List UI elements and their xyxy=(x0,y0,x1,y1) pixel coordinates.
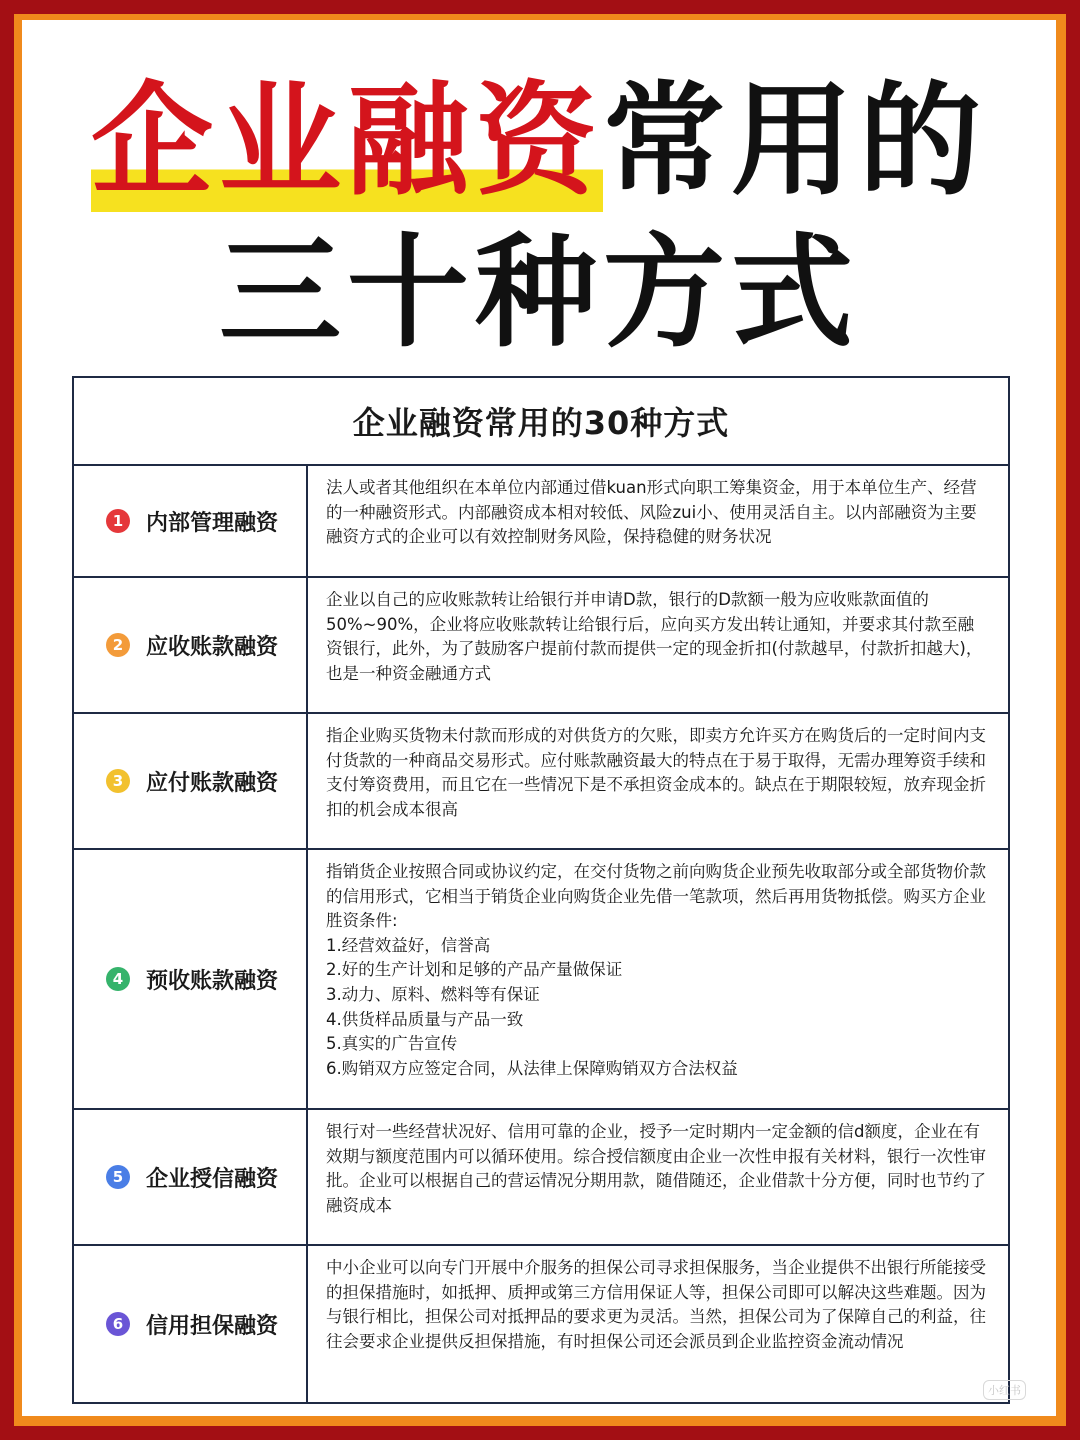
condition-item: 5.真实的广告宣传 xyxy=(326,1034,458,1054)
row-description-cell xyxy=(308,714,1008,848)
row-name-cell xyxy=(74,466,308,576)
title-line-1 xyxy=(22,66,1056,216)
row-description-cell xyxy=(308,1110,1008,1244)
number-badge-icon: 4 xyxy=(106,967,130,991)
row-name: 应付账款融资 xyxy=(146,770,279,796)
number-badge-icon: 6 xyxy=(106,1312,130,1336)
table-header: 企业融资常用的30种方式 xyxy=(74,378,1008,466)
row-description-cell xyxy=(308,1246,1008,1402)
title-suffix: 常用的 xyxy=(603,70,987,212)
title-line-2: 三十种方式 xyxy=(219,222,859,364)
row-name: 企业授信融资 xyxy=(146,1166,279,1192)
row-description: 指销货企业按照合同或协议约定，在交付货物之前向购货企业预先收取部分或全部货物价款的信用形式，它相当于销货企业向购货企业先借一笔款项，然后再用货物抵偿。购买方企业胜资条件: xyxy=(326,862,986,931)
number-badge-icon: 2 xyxy=(106,633,130,657)
row-name: 预收账款融资 xyxy=(146,968,279,994)
table-row xyxy=(74,466,1008,578)
condition-item: 6.购销双方应签定合同，从法律上保障购销双方合法权益 xyxy=(326,1058,738,1078)
row-name-cell xyxy=(74,578,308,712)
row-description: 企业以自己的应收账款转让给银行并申请D款，银行的D款额一般为应收账款面值的50%~90%，企业将应收账款转让给银行后，应向买方发出转让通知，并要求其付款至融资银行，此外，为了鼓励客户提前付款而提供一定的现金折扣(付款越早，付款折扣越大)，也是一种资金融通方式 xyxy=(326,590,983,683)
number-badge-icon: 1 xyxy=(106,509,130,533)
number-badge-icon: 5 xyxy=(106,1165,130,1189)
condition-item: 3.动力、原料、燃料等有保证 xyxy=(326,984,540,1004)
table-row xyxy=(74,578,1008,714)
row-name-cell xyxy=(74,1246,308,1402)
row-name-cell xyxy=(74,1110,308,1244)
page-sheet xyxy=(22,20,1056,1416)
title-highlight: 企业融资 xyxy=(91,70,603,212)
table-row xyxy=(74,714,1008,850)
row-name-cell xyxy=(74,714,308,848)
row-description: 指企业购买货物未付款而形成的对供货方的欠账，即卖方允许买方在购货后的一定时间内支付货款的一种商品交易形式。应付账款融资最大的特点在于易于取得，无需办理筹资手续和支付筹资费用，而且它在一些情况下是不承担资金成本的。缺点在于期限较短，放弃现金折扣的机会成本很高 xyxy=(326,726,986,819)
condition-item: 1.经营效益好，信誉高 xyxy=(326,935,491,955)
row-description: 中小企业可以向专门开展中介服务的担保公司寻求担保服务，当企业提供不出银行所能接受的担保措施时，如抵押、质押或第三方信用保证人等，担保公司即可以解决这些难题。因为与银行相比，担保公司对抵押品的要求更为灵活。当然，担保公司为了保障自己的利益，往往会要求企业提供反担保措施，有时担保公司还会派员到企业监控资金流动情况 xyxy=(326,1258,986,1351)
condition-item: 2.好的生产计划和足够的产品产量做保证 xyxy=(326,960,623,980)
row-description-cell xyxy=(308,578,1008,712)
row-description: 法人或者其他组织在本单位内部通过借kuan形式向职工筹集资金，用于本单位生产、经营的一种融资形式。内部融资成本相对较低、风险zui小、使用灵活自主。以内部融资为主要融资方式的企业可以有效控制财务风险，保持稳健的财务状况 xyxy=(326,478,977,547)
row-description-cell xyxy=(308,850,1008,1108)
table-row xyxy=(74,1110,1008,1246)
row-name: 应收账款融资 xyxy=(146,634,279,660)
number-badge-icon: 3 xyxy=(106,769,130,793)
financing-table xyxy=(72,376,1010,1404)
watermark: 小红书 xyxy=(983,1380,1026,1400)
table-row xyxy=(74,850,1008,1110)
row-name: 内部管理融资 xyxy=(146,510,279,536)
row-description-cell xyxy=(308,466,1008,576)
condition-item: 4.供货样品质量与产品一致 xyxy=(326,1009,524,1029)
row-name: 信用担保融资 xyxy=(146,1313,279,1339)
row-name-cell xyxy=(74,850,308,1108)
row-description: 银行对一些经营状况好、信用可靠的企业，授予一定时期内一定金额的信d额度，企业在有效期与额度范围内可以循环使用。综合授信额度由企业一次性申报有关材料，银行一次性审批。企业可以根据自己的营运情况分期用款，随借随还，企业借款十分方便，同时也节约了融资成本 xyxy=(326,1122,986,1215)
table-row xyxy=(74,1246,1008,1402)
